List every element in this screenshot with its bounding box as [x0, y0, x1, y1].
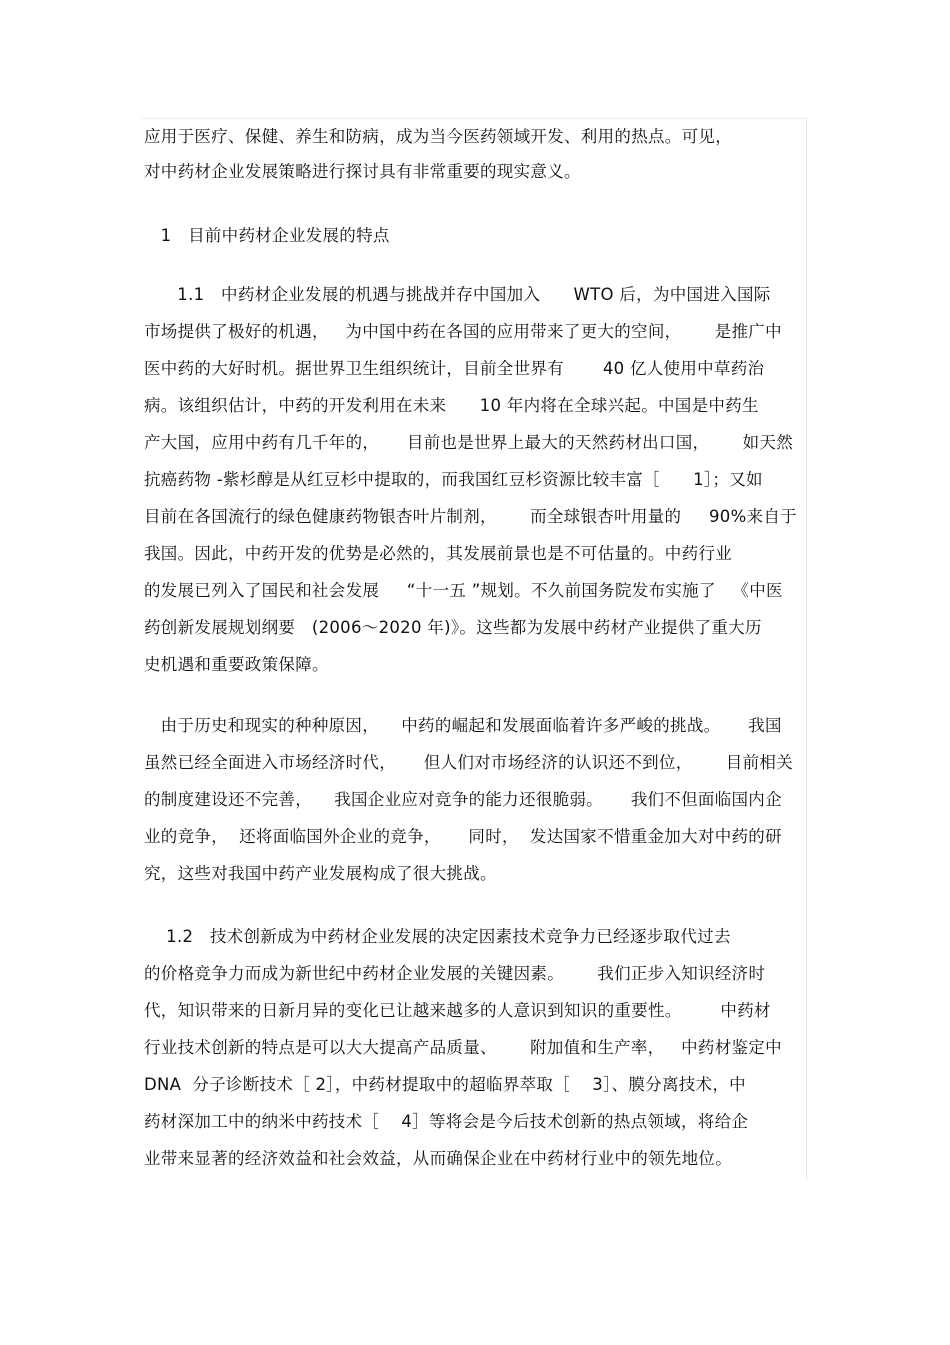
text-line: 产大国，应用中药有几千年的， 目前也是世界上最大的天然药材出口国， 如天然 — [144, 433, 793, 452]
text-line: 的发展已列入了国民和社会发展 “十一五 ”规划。不久前国务院发布实施了 《中医 — [144, 581, 783, 600]
text-line: 目前在各国流行的绿色健康药物银杏叶片制剂， 而全球银杏叶用量的 90%来自于 — [144, 507, 797, 526]
text-line: 的价格竞争力而成为新世纪中药材企业发展的关键因素。 我们正步入知识经济时 — [144, 964, 766, 983]
text-line: 业的竞争， 还将面临国外企业的竞争， 同时， 发达国家不惜重金加大对中药的研 — [144, 827, 782, 846]
text-line: 应用于医疗、保健、养生和防病，成为当今医药领域开发、利用的热点。可见， — [144, 127, 732, 146]
text-line: 由于历史和现实的种种原因， 中药的崛起和发展面临着许多严峻的挑战。 我国 — [144, 716, 782, 735]
text-line: 医中药的大好时机。据世界卫生组织统计，目前全世界有 40 亿人使用中草药治 — [144, 359, 765, 378]
subsection-heading-line: 1.1 中药材企业发展的机遇与挑战并存中国加入 WTO 后，为中国进入国际 — [144, 285, 771, 304]
text-line: 行业技术创新的特点是可以大大提高产品质量、 附加值和生产率， 中药材鉴定中 — [144, 1038, 782, 1057]
subsection-heading-line: 1.2 技术创新成为中药材企业发展的决定因素技术竞争力已经逐步取代过去 — [144, 927, 731, 946]
text-line: 我国。因此，中药开发的优势是必然的，其发展前景也是不可估量的。中药行业 — [144, 544, 732, 563]
text-line: 究，这些对我国中药产业发展构成了很大挑战。 — [144, 864, 497, 883]
section-heading: 1 目前中药材企业发展的特点 — [144, 226, 390, 245]
text-line: 药创新发展规划纲要 (2006～2020 年)》。这些都为发展中药材产业提供了重大历 — [144, 618, 762, 637]
text-line: 业带来显著的经济效益和社会效益，从而确保企业在中药材行业中的领先地位。 — [144, 1149, 732, 1168]
text-line: 的制度建设还不完善， 我国企业应对竞争的能力还很脆弱。 我们不但面临国内企 — [144, 790, 782, 809]
text-line: 抗癌药物 -紫杉醇是从红豆杉中提取的，而我国红豆杉资源比较丰富［ 1］；又如 — [144, 470, 763, 489]
text-line: 病。该组织估计，中药的开发利用在未来 10 年内将在全球兴起。中国是中药生 — [144, 396, 759, 415]
text-line: 对中药材企业发展策略进行探讨具有非常重要的现实意义。 — [144, 162, 581, 181]
text-line: 药材深加工中的纳米中药技术［ 4］等将会是今后技术创新的热点领域，将给企 — [144, 1112, 749, 1131]
text-line: 虽然已经全面进入市场经济时代， 但人们对市场经济的认识还不到位， 目前相关 — [144, 753, 793, 772]
text-line: 市场提供了极好的机遇， 为中国中药在各国的应用带来了更大的空间， 是推广中 — [144, 322, 782, 341]
text-line: 代，知识带来的日新月异的变化已让越来越多的人意识到知识的重要性。 中药材 — [144, 1001, 771, 1020]
text-line: 史机遇和重要政策保障。 — [144, 655, 329, 674]
text-line: DNA 分子诊断技术［ 2］，中药材提取中的超临界萃取［ 3］、膜分离技术，中 — [144, 1075, 746, 1094]
